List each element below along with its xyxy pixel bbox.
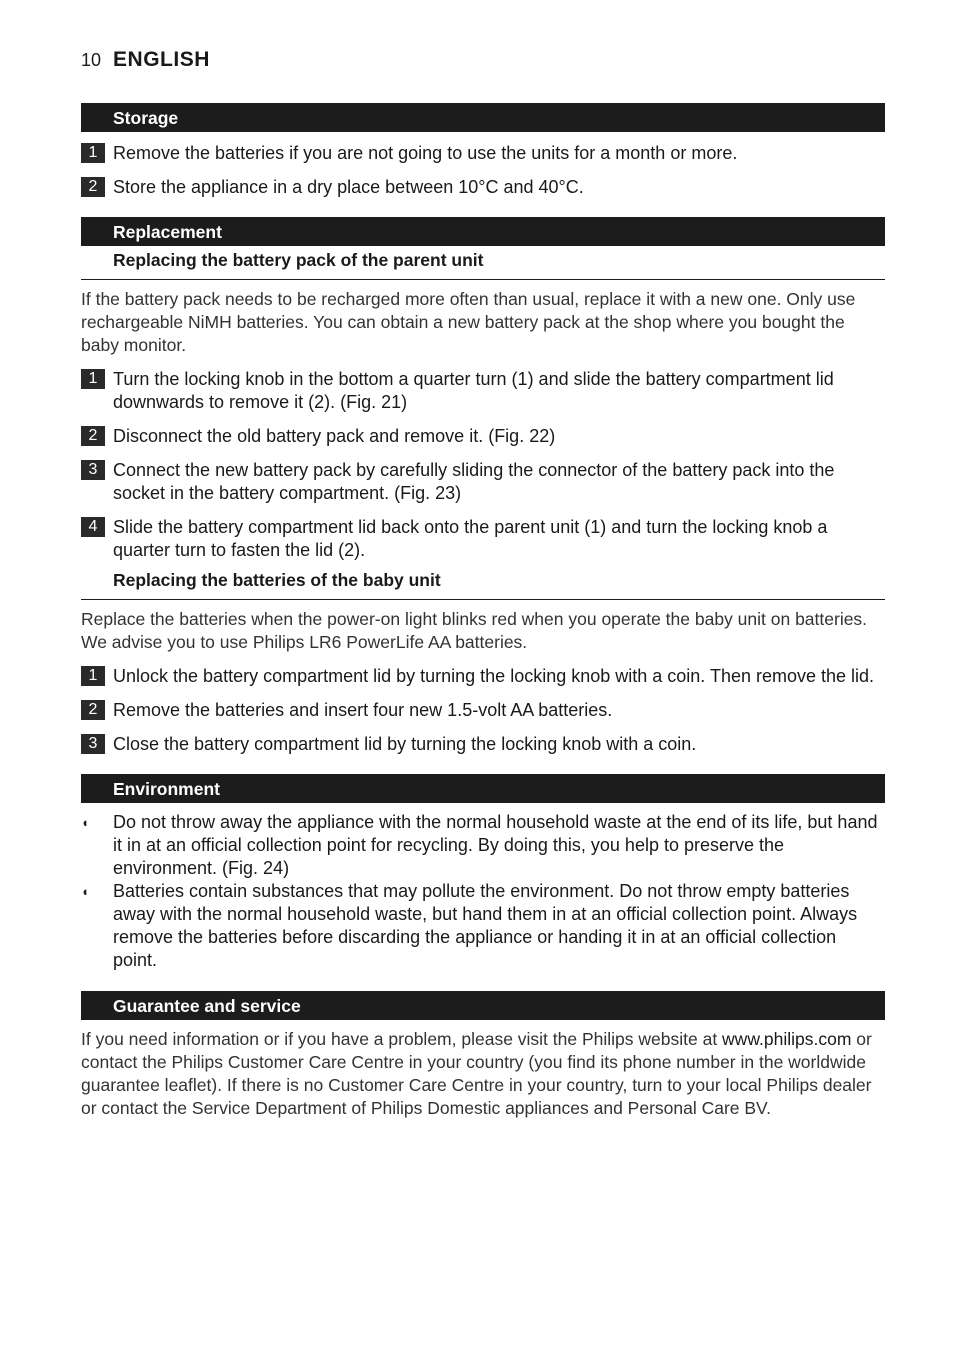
section-guarantee-heading: Guarantee and service <box>81 991 885 1020</box>
bullet-text: Batteries contain substances that may pollute the environment. Do not throw empty batteries away with the normal household waste, but hand them in at an official collection point. Always remove the batteries before discarding the appliance or handing it in at an official collection point. <box>113 881 858 970</box>
step-number-badge: 2 <box>81 700 105 720</box>
storage-step <box>81 142 885 165</box>
environment-bullet <box>81 880 885 972</box>
subheading-parent-unit: Replacing the battery pack of the parent unit <box>81 246 885 280</box>
baby-step <box>81 733 885 756</box>
step-number-badge: 1 <box>81 369 105 389</box>
baby-unit-intro: Replace the batteries when the power-on light blinks red when you operate the baby unit on batteries. We advise you to use Philips LR6 PowerLife AA batteries. <box>81 609 868 652</box>
baby-step <box>81 665 885 688</box>
page-number: 10 <box>81 50 102 70</box>
philips-website-link[interactable]: www.philips.com <box>722 1029 852 1049</box>
step-text: Connect the new battery pack by carefully sliding the connector of the battery pack into the socket in the battery compartment. (Fig. 23) <box>113 460 835 503</box>
bullet-text: Do not throw away the appliance with the normal household waste at the end of its life, but hand it in at an official collection point for recycling. By doing this, you help to preserve the environment. (Fig. 24) <box>113 812 878 878</box>
storage-step <box>81 176 885 199</box>
guarantee-text-after: or contact the Philips Customer Care Centre in your country (you find its phone number in the worldwide guarantee leaflet). If there is no Customer Care Centre in your country, turn to your local Philips dealer or contact the Service Department of Philips Domestic appliances and Personal Care BV. <box>81 1029 872 1118</box>
step-number-badge: 3 <box>81 460 105 480</box>
parent-step <box>81 459 885 505</box>
page-content <box>81 103 885 1120</box>
baby-step <box>81 699 885 722</box>
step-text: Turn the locking knob in the bottom a quarter turn (1) and slide the battery compartment lid downwards to remove it (2). (Fig. 21) <box>113 369 834 412</box>
bullet-arrow-icon: ◖ <box>81 815 89 830</box>
step-text: Slide the battery compartment lid back onto the parent unit (1) and turn the locking knob a quarter turn to fasten the lid (2). <box>113 517 828 560</box>
step-number-badge: 4 <box>81 517 105 537</box>
guarantee-text-before: If you need information or if you have a problem, please visit the Philips website at <box>81 1029 723 1049</box>
step-number-badge: 3 <box>81 734 105 754</box>
parent-step <box>81 368 885 414</box>
step-number-badge: 1 <box>81 143 105 163</box>
guarantee-text <box>81 1028 885 1120</box>
bullet-arrow-icon: ◖ <box>81 884 89 899</box>
subheading-baby-unit: Replacing the batteries of the baby unit <box>81 566 885 600</box>
section-replacement-heading: Replacement <box>81 217 885 246</box>
parent-unit-intro: If the battery pack needs to be recharged more often than usual, replace it with a new one. Only use rechargeable NiMH batteries. You can obtain a new battery pack at the shop where you bought the baby monitor. <box>81 289 856 355</box>
parent-step <box>81 425 885 448</box>
step-text: Remove the batteries and insert four new 1.5-volt AA batteries. <box>113 700 613 720</box>
step-text: Close the battery compartment lid by turning the locking knob with a coin. <box>113 734 697 754</box>
section-environment-heading: Environment <box>81 774 885 803</box>
page-header <box>81 46 210 74</box>
section-storage-heading: Storage <box>81 103 885 132</box>
step-number-badge: 1 <box>81 666 105 686</box>
step-text: Store the appliance in a dry place between 10°C and 40°C. <box>113 177 584 197</box>
language-label: ENGLISH <box>113 48 210 71</box>
step-text: Disconnect the old battery pack and remove it. (Fig. 22) <box>113 426 556 446</box>
step-text: Remove the batteries if you are not going to use the units for a month or more. <box>113 143 738 163</box>
step-text: Unlock the battery compartment lid by turning the locking knob with a coin. Then remove the lid. <box>113 666 875 686</box>
step-number-badge: 2 <box>81 177 105 197</box>
parent-step <box>81 516 885 562</box>
environment-bullet <box>81 811 885 880</box>
step-number-badge: 2 <box>81 426 105 446</box>
